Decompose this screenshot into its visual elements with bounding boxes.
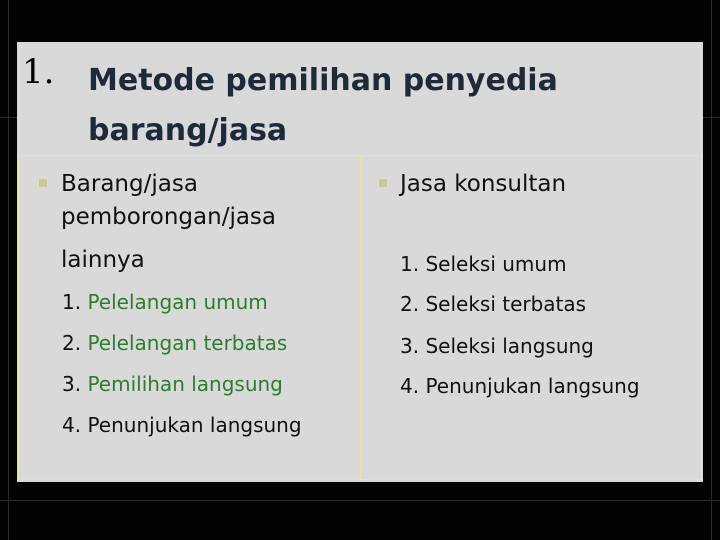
left-list-item: [62, 329, 287, 357]
item-text: Pelelangan umum: [87, 290, 268, 314]
item-text: Seleksi terbatas: [425, 292, 587, 316]
bullet-icon: [38, 178, 48, 188]
item-number: 3.: [400, 334, 420, 358]
item-text: Seleksi umum: [425, 252, 567, 276]
item-text: Seleksi langsung: [425, 334, 594, 358]
column-divider: [360, 155, 361, 480]
item-text: Penunjukan langsung: [87, 413, 302, 437]
item-number: 2.: [62, 331, 82, 355]
left-list-item: [62, 411, 302, 439]
left-heading-line: pemborongan/jasa: [61, 204, 277, 230]
slide-title: Metode pemilihan penyedia barang/jasa: [88, 63, 558, 148]
item-number: 2.: [400, 292, 420, 316]
left-list-item: [62, 370, 283, 398]
item-number: 1.: [400, 252, 420, 276]
bullet-icon: [378, 178, 388, 188]
title-number: 1.: [22, 52, 55, 92]
right-list-item: [400, 372, 640, 400]
right-list-item: [400, 250, 567, 278]
item-text: Penunjukan langsung: [425, 374, 640, 398]
item-text: Pemilihan langsung: [87, 372, 283, 396]
right-list-item: [400, 290, 586, 318]
item-text: Pelelangan terbatas: [87, 331, 288, 355]
item-number: 4.: [400, 374, 420, 398]
item-number: 1.: [62, 290, 82, 314]
item-number: 3.: [62, 372, 82, 396]
right-heading: Jasa konsultan: [400, 171, 567, 197]
left-heading-line: Barang/jasa: [61, 171, 198, 197]
decorative-line: [711, 0, 712, 540]
right-list-item: [400, 332, 594, 360]
item-number: 4.: [62, 413, 82, 437]
decorative-line: [8, 0, 9, 540]
left-heading-line: lainnya: [61, 247, 145, 273]
decorative-line: [0, 500, 720, 501]
left-list-item: [62, 288, 268, 316]
